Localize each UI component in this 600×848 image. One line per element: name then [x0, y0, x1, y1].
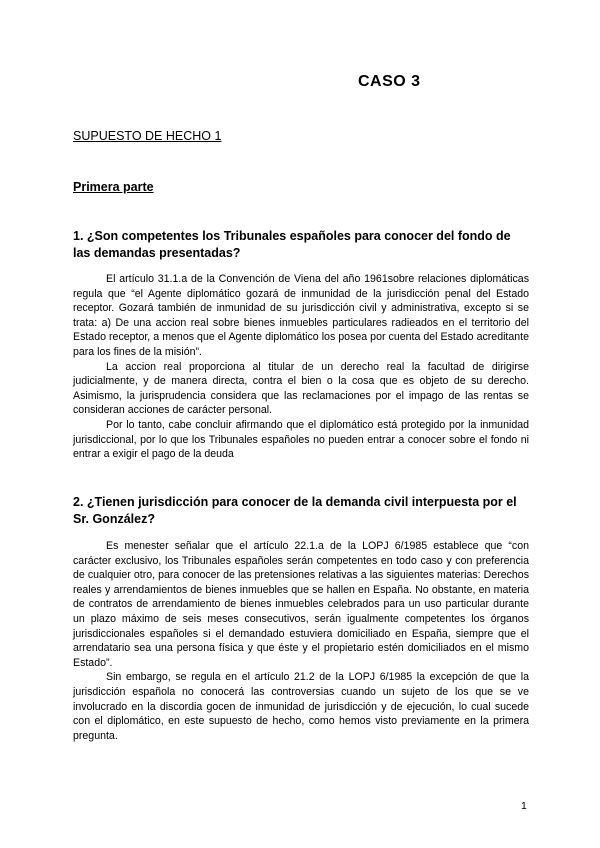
- question-2-title: 2. ¿Tienen jurisdicción para conocer de la demanda civil interpuesta por el Sr. González?: [73, 495, 517, 526]
- answer-2-paragraph-1: Es menester señalar que el artículo 22.1.a de la LOPJ 6/1985 establece que “con carácter exclusivo, los Tribunales españoles serán competentes en todo caso y con preferencia de cualquier otro, para conocer de las pretensiones relativas a las siguientes materias: Derechos reales y arrendamientos de bienes inmuebles que se hallen en España. No obstante, en materia de contratos de arrendamiento de bienes inmuebles celebrados para un uso particular durante un plazo máximo de seis meses consecutivos, serán igualmente competentes los órganos jurisdiccionales españoles si el demandado estuviera domiciliado en España, siempre que el arrendatario sea una persona física y que éste y el propietario estén domiciliados en el mismo Estado”.: [73, 540, 529, 669]
- answer-1-paragraph-2: La accion real proporciona al titular de un derecho real la facultad de dirigirse judicialmente, y de manera directa, contra el bien o la cosa que es objeto de su derecho. Asimismo, la jurisprudencia considera que las reclamaciones por el impago de las rentas se consideran acciones de carácter personal.: [73, 360, 529, 417]
- question-2-answer: [73, 539, 529, 743]
- page-number: 1: [521, 800, 527, 812]
- case-title: CASO 3: [358, 73, 421, 90]
- part-title: Primera parte: [73, 180, 154, 194]
- answer-2-paragraph-2: Sin embargo, se regula en el artículo 21.2 de la LOPJ 6/1985 la excepción de que la jurisdicción española no conocerá las controversias cuando un sujeto de los que se ve involucrado en la discordia gocen de inmunidad de jurisdicción y de ejecución, lo cual sucede con el diplomático, en este supuesto de hecho, como hemos visto previamente en la primera pregunta.: [73, 671, 529, 742]
- answer-1-paragraph-3: Por lo tanto, cabe concluir afirmando que el diplomático está protegido por la inmunidad jurisdiccional, por lo que los Tribunales españoles no pueden entrar a conocer sobre el fondo ni entrar a exigir el pago de la deuda: [73, 418, 529, 461]
- question-1-title: 1. ¿Son competentes los Tribunales españoles para conocer del fondo de las demandas presentadas?: [73, 229, 511, 260]
- question-1-answer: [73, 272, 529, 462]
- supuesto-heading: SUPUESTO DE HECHO 1: [73, 129, 222, 143]
- answer-1-paragraph-1: El artículo 31.1.a de la Convención de Viena del año 1961sobre relaciones diplomáticas regula que “el Agente diplomático gozará de inmunidad de la jurisdicción penal del Estado receptor. Gozará también de inmunidad de su jurisdicción civil y administrativa, excepto si se trata: a) De una accion real sobre bienes inmuebles particulares radieados en el territorio del Estado receptor, a menos que el Agente diplomático los posea por cuenta del Estado acreditante para los fines de la misión”.: [73, 273, 529, 358]
